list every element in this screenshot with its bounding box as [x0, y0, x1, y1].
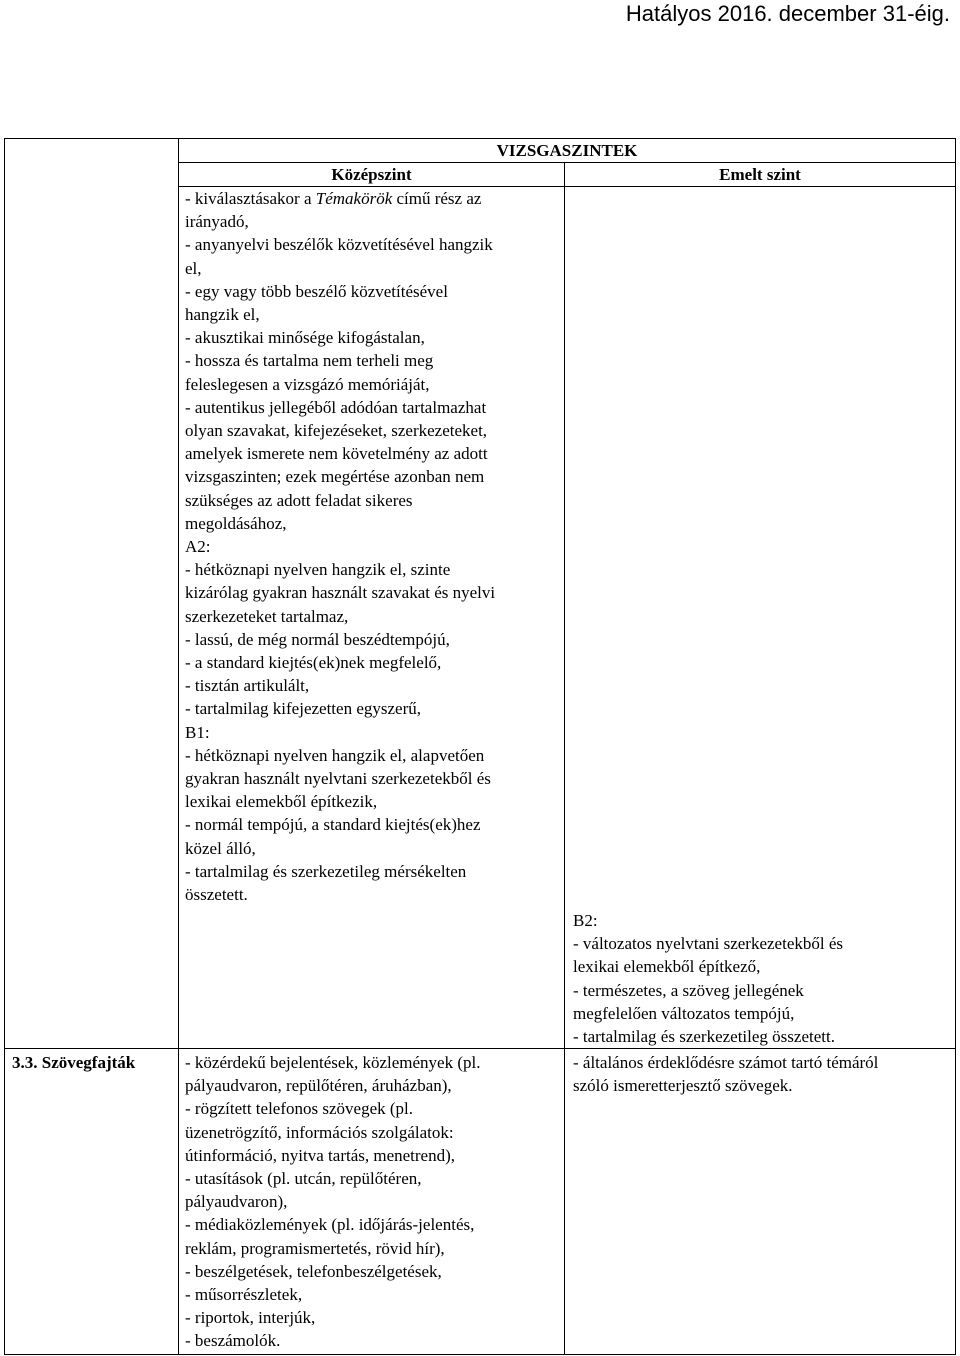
text-segment: megoldásához,: [185, 513, 287, 533]
text-segment: amelyek ismerete nem követelmény az adott: [185, 444, 488, 464]
table-border-left: [4, 138, 5, 1355]
emelt-szint-requirements: [573, 909, 843, 1048]
text-line: [185, 651, 495, 674]
text-line: [185, 674, 495, 697]
text-line: pályaudvaron),: [185, 1192, 288, 1212]
text-line: [185, 419, 495, 442]
emelt-szint-text-types: [573, 1051, 878, 1097]
column-divider-1: [178, 138, 179, 1355]
text-line: [185, 721, 495, 744]
text-line: [185, 465, 495, 488]
text-segment: című rész az: [392, 189, 482, 208]
kozepszint-requirements: [185, 187, 495, 906]
text-line: [185, 257, 495, 280]
text-line: [185, 744, 495, 767]
column-divider-2: [564, 162, 565, 1355]
text-line: - beszámolók.: [185, 1331, 281, 1351]
text-segment: Témakörök: [315, 189, 393, 208]
text-line: reklám, programismertetés, rövid hír),: [185, 1238, 445, 1258]
text-line: [185, 349, 495, 372]
text-segment: B1:: [185, 722, 210, 742]
text-line: [185, 303, 495, 326]
text-line: [185, 837, 495, 860]
text-segment: - anyanyelvi beszélők közvetítésével hangzik: [185, 235, 493, 255]
text-line: [185, 442, 495, 465]
text-line: - médiaközlemények (pl. időjárás-jelentés,: [185, 1215, 475, 1235]
text-line: [185, 280, 495, 303]
text-line: megfelelően változatos tempójú,: [573, 1003, 795, 1023]
text-line: [185, 558, 495, 581]
text-segment: hangzik el,: [185, 305, 260, 325]
text-line: [185, 628, 495, 651]
column-header-emelt-szint: Emelt szint: [719, 165, 801, 184]
text-segment: - autentikus jellegéből adódóan tartalmazhat: [185, 397, 487, 417]
text-segment: - akusztikai minősége kifogástalan,: [185, 328, 425, 348]
text-line: - rögzített telefonos szövegek (pl.: [185, 1099, 414, 1119]
text-segment: irányadó,: [185, 212, 249, 232]
text-line: pályaudvaron, repülőtéren, áruházban),: [185, 1076, 452, 1096]
text-line: [185, 396, 495, 419]
column-header-kozepszint: Középszint: [331, 165, 412, 184]
text-segment: - lassú, de még normál beszédtempójú,: [185, 629, 450, 649]
text-line: [185, 813, 495, 836]
table-border-bottom: [4, 1354, 956, 1355]
text-line: - általános érdeklődésre számot tartó témáról: [573, 1053, 879, 1072]
text-line: - műsorrészletek,: [185, 1285, 303, 1305]
text-segment: - tisztán artikulált,: [185, 676, 310, 696]
text-line: [185, 860, 495, 883]
text-line: - közérdekű bejelentések, közlemények (pl.: [185, 1053, 481, 1072]
text-line: [185, 326, 495, 349]
text-line: [185, 512, 495, 535]
kozepszint-text-types: [185, 1051, 480, 1353]
text-line: [185, 373, 495, 396]
text-line: - utasítások (pl. utcán, repülőtéren,: [185, 1169, 422, 1189]
text-line: [185, 605, 495, 628]
text-segment: közel álló,: [185, 838, 256, 858]
text-segment: szükséges az adott feladat sikeres: [185, 490, 413, 510]
text-segment: - egy vagy több beszélő közvetítésével: [185, 281, 448, 301]
text-line: lexikai elemekből építkező,: [573, 957, 761, 977]
text-segment: - tartalmilag kifejezetten egyszerű,: [185, 699, 421, 719]
text-line: [185, 210, 495, 233]
text-line: [185, 581, 495, 604]
text-line: [185, 233, 495, 256]
text-segment: - normál tempójú, a standard kiejtés(ek)hez: [185, 815, 481, 835]
text-line: - változatos nyelvtani szerkezetekből és: [573, 934, 843, 954]
text-segment: gyakran használt nyelvtani szerkezetekből és: [185, 769, 491, 789]
text-line: szóló ismeretterjesztő szövegek.: [573, 1076, 793, 1096]
text-line: útinformáció, nyitva tartás, menetrend),: [185, 1145, 456, 1165]
text-line: [185, 767, 495, 790]
text-line: [185, 790, 495, 813]
text-segment: szerkezeteket tartalmaz,: [185, 606, 349, 626]
text-segment: összetett.: [185, 885, 248, 905]
text-segment: - tartalmilag és szerkezetileg mérsékelten: [185, 861, 467, 881]
text-segment: - hétköznapi nyelven hangzik el, szinte: [185, 560, 451, 580]
text-segment: A2:: [185, 537, 211, 557]
text-line: - riportok, interjúk,: [185, 1308, 316, 1328]
text-line: [185, 697, 495, 720]
text-segment: feleslegesen a vizsgázó memóriáját,: [185, 374, 430, 394]
text-segment: olyan szavakat, kifejezéseket, szerkezeteket,: [185, 421, 488, 441]
text-line: B2:: [573, 911, 598, 930]
text-segment: kizárólag gyakran használt szavakat és nyelvi: [185, 583, 496, 603]
text-segment: - hétköznapi nyelven hangzik el, alapvetően: [185, 745, 485, 765]
text-line: [185, 883, 495, 906]
text-segment: vizsgaszinten; ezek megértése azonban nem: [185, 467, 485, 487]
text-segment: - a standard kiejtés(ek)nek megfelelő,: [185, 653, 442, 673]
text-segment: - kiválasztásakor a: [185, 189, 316, 208]
table-border-right: [955, 138, 956, 1355]
text-segment: - hossza és tartalma nem terheli meg: [185, 351, 434, 371]
section-title: VIZSGASZINTEK: [496, 141, 638, 160]
text-line: - természetes, a szöveg jellegének: [573, 980, 804, 1000]
text-line: üzenetrögzítő, információs szolgálatok:: [185, 1122, 454, 1142]
text-line: - tartalmilag és szerkezetileg összetett.: [573, 1027, 835, 1047]
row-label-szovegfajtak: 3.3. Szövegfajták: [12, 1053, 136, 1072]
text-line: - beszélgetések, telefonbeszélgetések,: [185, 1261, 442, 1281]
text-segment: el,: [185, 258, 202, 278]
validity-header: Hatályos 2016. december 31-éig.: [625, 1, 950, 26]
text-line: [185, 489, 495, 512]
text-line: [185, 535, 495, 558]
text-line: [185, 187, 495, 210]
text-segment: lexikai elemekből építkezik,: [185, 792, 378, 812]
